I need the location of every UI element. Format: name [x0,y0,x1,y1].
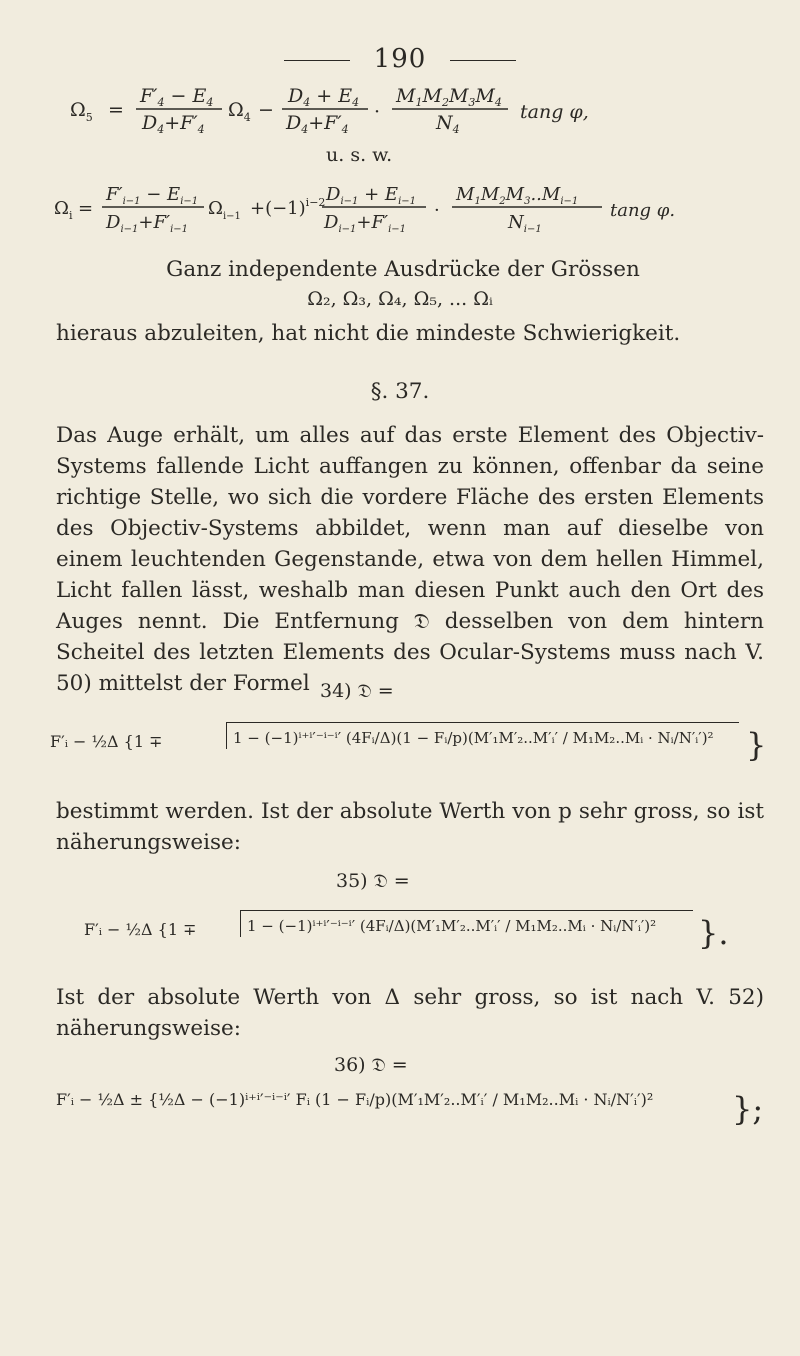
svg-text:M1M2M3..Mi−1: $M_1M_2M_3..M_{i-1}$ [456,184,579,207]
svg-text:Ωi−1: $\Omega_{i-1}$ [208,198,241,222]
omega-list: Ω₂, Ω₃, Ω₄, Ω₅, ... Ωᵢ [307,288,493,310]
paragraph-4: Ist der absolute Werth von Δ sehr gross, so ist nach V. 52) näherungsweise: [56,985,764,1041]
formula-35-lead: F′ᵢ − ½Δ {1 ∓ [84,920,197,939]
formula-34-radicand: 1 − (−1)ⁱ⁺ⁱ′⁻ⁱ⁻ⁱ′ (4Fᵢ/Δ)(1 − Fᵢ/p)(M′₁M′₂..M′ᵢ′ / M₁M₂..Mᵢ · Nᵢ/N′ᵢ′)² [226,722,739,749]
formula-34-close: } [746,726,767,764]
formula-35-radicand: 1 − (−1)ⁱ⁺ⁱ′⁻ⁱ⁻ⁱ′ (4Fᵢ/Δ)(M′₁M′₂..M′ᵢ′ / M₁M₂..Mᵢ · Nᵢ/N′ᵢ′)² [240,910,693,937]
formula-36-close: }; [732,1090,764,1128]
header-rule-left [284,60,350,61]
formula-34 [50,712,770,782]
equation-omega-5 [70,82,730,140]
formula-34-lead: F′ᵢ − ½Δ {1 ∓ [50,732,163,751]
svg-text:·: · [434,200,440,221]
formula-36-label: 36) 𝔇 = [334,1054,408,1076]
paragraph-2: Das Auge erhält, um alles auf das erste Element des Objectiv-Systems fallende Licht auffangen zu können, offenbar da seine richtige Stelle, wo sich die vordere Fläche des ersten Elements des Objectiv-Systems abbildet, wenn man auf dieselbe von einem leuchtenden Gegenstande, etwa von dem hellen Himmel, Licht fallen lässt, weshalb man diesen Punkt auch den Ort des Auges nennt. Die Entfernung 𝔇 desselben von dem hintern Scheitel des letzten Elements des Ocular-Systems muss nach V. 50) mittelst der Formel [56,423,764,696]
equation-omega-i-graphic [54,178,774,242]
formula-34-label: 34) 𝔇 = [320,680,394,702]
svg-text:=: = [108,99,124,121]
svg-text:tang φ,: tang φ, [520,101,589,123]
svg-text:D4 + E4: $D_4 + E_4$ [288,85,360,109]
svg-text:F′i−1 − Ei−1: $F'_{i-1} - E_{i-1}$ [106,184,199,207]
equation-omega-5-graphic [70,82,730,140]
page-header [0,44,800,74]
equation-omega-i [54,178,774,242]
svg-text:F′4 − E4: $F'_4 - E_4$ [140,85,214,109]
svg-text:=: = [78,198,94,219]
formula-36-lead: F′ᵢ − ½Δ ± {½Δ − (−1)ⁱ⁺ⁱ′⁻ⁱ⁻ⁱ′ Fᵢ (1 − Fᵢ/p)(M′₁M′₂..M′ᵢ′ / M₁M₂..Mᵢ · Nᵢ/N′ᵢ′)² [56,1090,654,1109]
svg-text:D4+F′4: $D_4+F'_4$ [286,112,349,136]
svg-text:Di−1+F′i−1: $D_{i-1}+F'_{i-1}$ [106,212,189,235]
svg-text:−: − [258,99,274,121]
section-heading: §. 37. [370,379,430,404]
svg-text:Di−1 + Ei−1: $D_{i-1} + E_{i-1}$ [326,184,417,207]
svg-text:D4+F′4: $D_4+F'_4$ [142,112,205,136]
paragraph-1-line-2: hieraus abzuleiten, hat nicht die mindeste Schwierigkeit. [56,321,681,346]
formula-36 [56,1082,776,1162]
paragraph-3: bestimmt werden. Ist der absolute Werth von p sehr gross, so ist näherungsweise: [56,799,764,855]
header-rule-right [450,60,516,61]
svg-text:·: · [374,101,381,123]
svg-text:Di−1+F′i−1: $D_{i-1}+F'_{i-1}$ [324,212,407,235]
svg-text:Ω5: $\Omega_5$ [70,99,93,124]
paragraph-1-line-1: Ganz independente Ausdrücke der Grössen [166,257,640,282]
formula-35-close: }. [698,914,729,952]
svg-text:Ω4: $\Omega_4$ [228,99,251,124]
svg-text:tang φ.: tang φ. [610,200,676,221]
formula-35-label: 35) 𝔇 = [336,870,410,892]
svg-text:Ωi: $\Omega_i$ [54,198,73,222]
formula-35 [84,900,744,970]
svg-text:M1M2M3M4: $M_1M_2M_3M_4$ [396,85,502,109]
svg-text:N4: $N_4$ [436,112,460,136]
svg-text:+(−1)i−2: $+(-1)^{i-2}$ [250,196,326,219]
svg-text:Ni−1: $N_{i-1}$ [508,212,542,235]
us-w: u. s. w. [326,144,393,166]
page-number: 190 [373,44,427,74]
